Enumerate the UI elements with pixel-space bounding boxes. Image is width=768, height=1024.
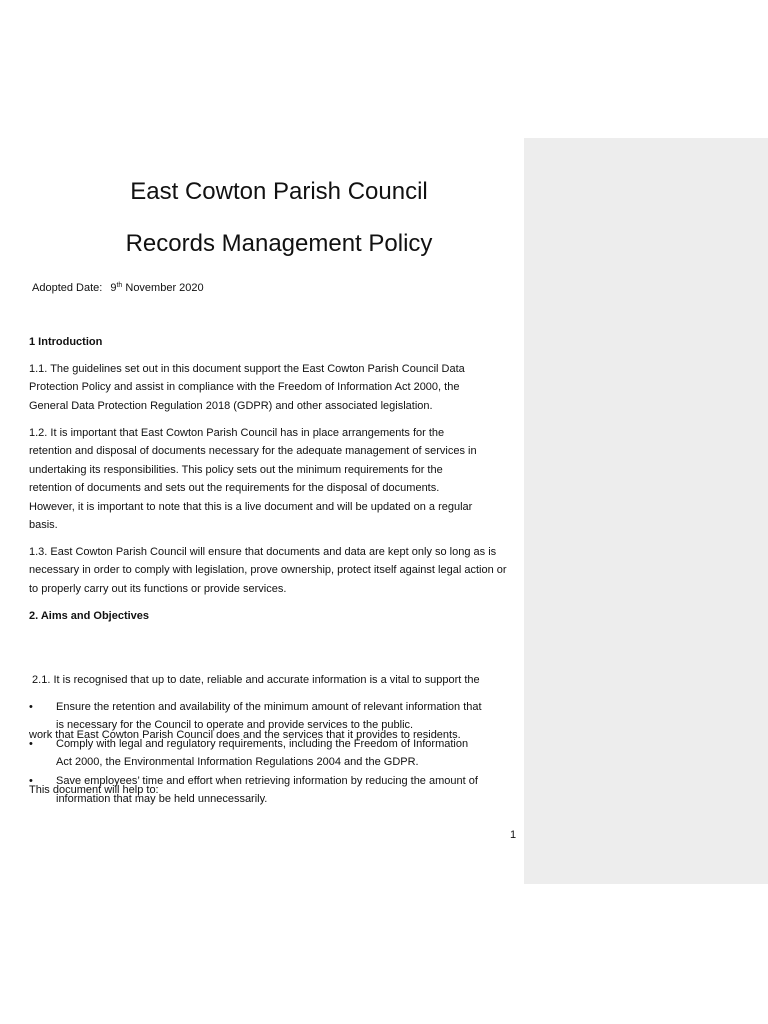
paragraph-line: Protection Policy and assist in compliance with the Freedom of Information Act 2000, the [29,381,460,394]
paragraph-1-3 [29,543,524,598]
adopted-date-month-year: November 2020 [125,282,204,294]
list-item-line: Save employees’ time and effort when retrieving information by reducing the amount of [56,774,478,787]
list-item [29,698,524,735]
paragraph-line: 1.2. It is important that East Cowton Parish Council has in place arrangements for the [29,427,445,439]
list-item-line: information that may be held unnecessarily. [56,793,268,806]
adopted-date-day-suffix: th [116,282,123,289]
document-title: East Cowton Parish Council [130,178,428,205]
list-item-line: Comply with legal and regulatory requirements, including the Freedom of Information [56,737,469,750]
paragraph-1-2 [29,424,524,534]
paragraph-line: General Data Protection Regulation 2018 (GDPR) and other associated legislation. [29,399,433,412]
bullet-icon: • [29,737,33,750]
objectives-list [29,698,524,808]
bullet-icon: • [29,774,33,787]
paragraph-line: retention and disposal of documents necessary for the adequate management of services in [29,445,477,458]
adopted-date-day: 9 [110,282,117,294]
adopted-date-line [32,281,204,295]
paragraph-line: 1.1. The guidelines set out in this document support the East Cowton Parish Council Data [29,363,465,375]
section-heading-aims: 2. Aims and Objectives [29,610,150,622]
comment-margin-pane [524,138,768,884]
paragraph-line: work that East Cowton Parish Council does and the services that it provides to residents. [29,729,461,742]
document-subtitle: Records Management Policy [125,230,433,257]
list-item-line: Act 2000, the Environmental Information Regulations 2004 and the GDPR. [56,756,419,769]
list-item-line: is necessary for the Council to operate and provide services to the public. [56,719,414,732]
paragraph-line: basis. [29,519,58,532]
bullet-icon: • [29,701,33,713]
paragraph-line: retention of documents and sets out the requirements for the disposal of documents. [29,482,440,495]
paragraph-line: necessary in order to comply with legislation, prove ownership, protect itself against legal action or [29,564,507,577]
list-item [29,735,524,772]
paragraph-line: undertaking its responsibilities. This policy sets out the minimum requirements for the [29,463,443,476]
paragraph-line: However, it is important to note that this is a live document and will be updated on a regular [29,500,473,513]
paragraph-line: 1.3. East Cowton Parish Council will ensure that documents and data are kept only so long as is [29,546,497,558]
section-heading-introduction: 1 Introduction [29,336,103,348]
paragraph-line: This document will help to: [29,784,159,797]
page-number: 1 [510,829,517,841]
list-item-line: Ensure the retention and availability of the minimum amount of relevant information that [56,701,482,713]
paragraph-line: 2.1. It is recognised that up to date, reliable and accurate information is a vital to support the [29,673,480,686]
paragraph-1-1 [29,360,524,415]
list-item [29,772,524,809]
paragraph-line: to properly carry out its functions or provide services. [29,582,287,595]
adopted-date-label: Adopted Date: [32,282,103,294]
